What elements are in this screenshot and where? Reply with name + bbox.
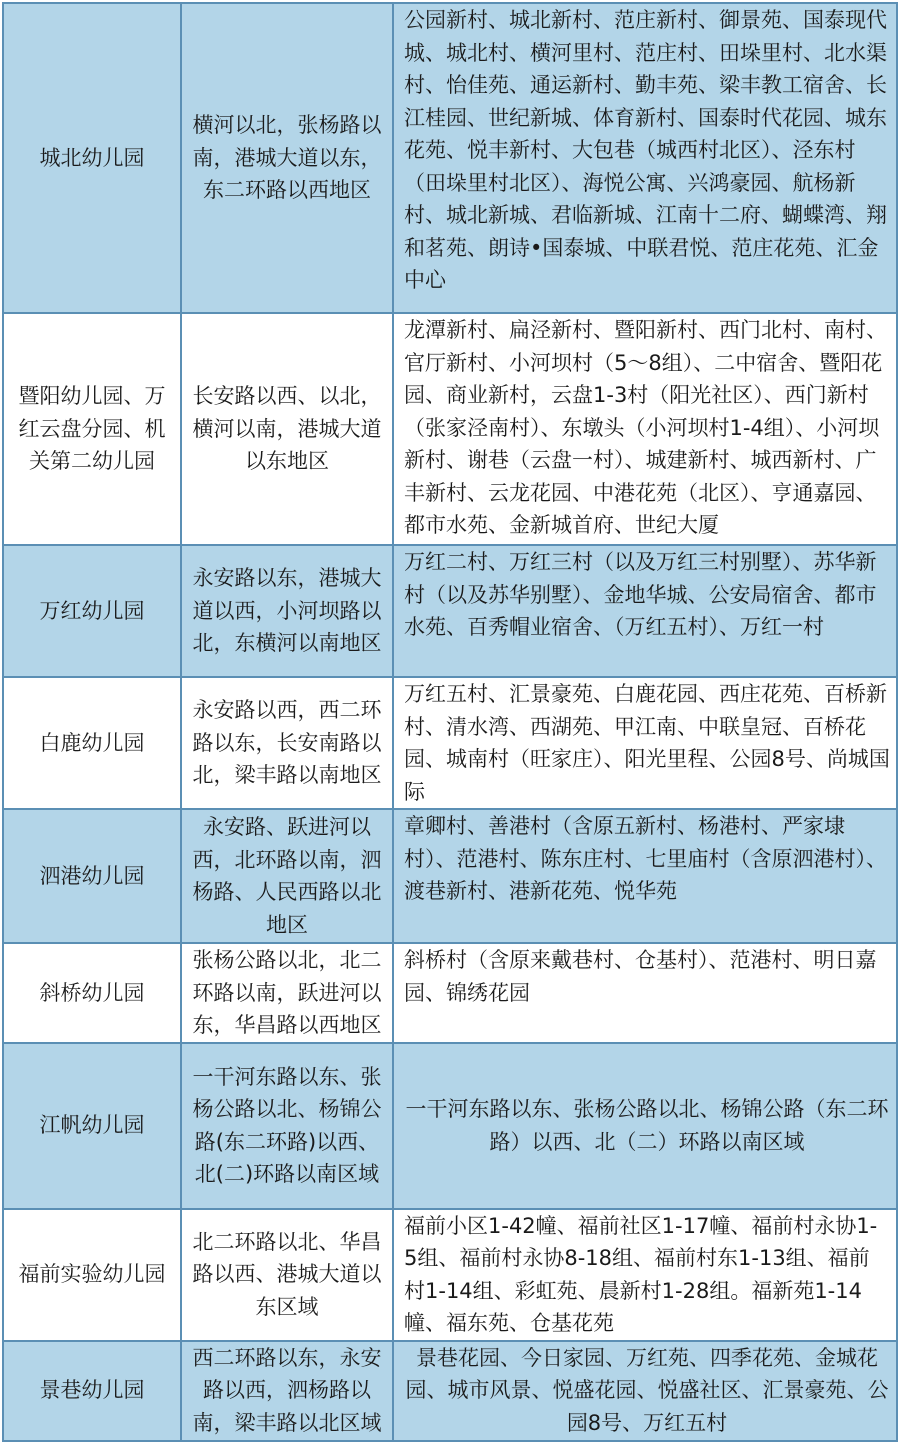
residential-areas: 万红五村、汇景豪苑、白鹿花园、西庄花苑、百桥新村、清水湾、西湖苑、甲江南、中联皇冠、百桥花园、城南村（旺家庄）、阳光里程、公园8号、尚城国际	[393, 677, 897, 809]
table-row	[3, 943, 897, 1043]
kindergarten-name: 斜桥幼儿园	[3, 943, 181, 1043]
residential-areas: 斜桥村（含原来戴巷村、仓基村）、范港村、明日嘉园、锦绣花园	[393, 943, 897, 1043]
zone-boundary: 北二环路以北、华昌路以西、港城大道以东区域	[181, 1209, 393, 1341]
zone-boundary: 永安路、跃进河以西，北环路以南，泗杨路、人民西路以北地区	[181, 809, 393, 943]
residential-areas: 龙潭新村、扁泾新村、暨阳新村、西门北村、南村、官厅新村、小河坝村（5～8组）、二中宿舍、暨阳花园、商业新村，云盘1-3村（阳光社区）、西门新村（张家泾南村）、东墩头（小河坝村1-4组）、小河坝新村、谢巷（云盘一村）、城建新村、城西新村、广丰新村、云龙花园、中港花苑（北区）、亨通嘉园、都市水苑、金新城首府、世纪大厦	[393, 313, 897, 545]
kindergarten-name: 泗港幼儿园	[3, 809, 181, 943]
zone-boundary: 西二环路以东，永安路以西，泗杨路以南，梁丰路以北区域	[181, 1341, 393, 1441]
kindergarten-name: 万红幼儿园	[3, 545, 181, 677]
zone-boundary: 永安路以东，港城大道以西，小河坝路以北，东横河以南地区	[181, 545, 393, 677]
kindergarten-name: 白鹿幼儿园	[3, 677, 181, 809]
kindergarten-name: 福前实验幼儿园	[3, 1209, 181, 1341]
residential-areas: 公园新村、城北新村、范庄新村、御景苑、国泰现代城、城北村、横河里村、范庄村、田垛里村、北水渠村、怡佳苑、通运新村、勤丰苑、梁丰教工宿舍、长江桂园、世纪新城、体育新村、国泰时代花园、城东花苑、悦丰新村、大包巷（城西村北区）、泾东村（田垛里村北区）、海悦公寓、兴鸿豪园、航杨新村、城北新城、君临新城、江南十二府、蝴蝶湾、翔和茗苑、朗诗•国泰城、中联君悦、范庄花苑、汇金中心	[393, 3, 897, 313]
residential-areas: 一干河东路以东、张杨公路以北、杨锦公路（东二环路）以西、北（二）环路以南区域	[393, 1043, 897, 1209]
zone-boundary: 一干河东路以东、张杨公路以北、杨锦公路(东二环路)以西、北(二)环路以南区域	[181, 1043, 393, 1209]
enrollment-zone-table	[2, 2, 898, 1442]
residential-areas: 景巷花园、今日家园、万红苑、四季花苑、金城花园、城市风景、悦盛花园、悦盛社区、汇景豪苑、公园8号、万红五村	[393, 1341, 897, 1441]
residential-areas: 福前小区1-42幢、福前社区1-17幢、福前村永协1-5组、福前村永协8-18组、福前村东1-13组、福前村1-14组、彩虹苑、晨新村1-28组。福新苑1-14幢、福东苑、仓基花苑	[393, 1209, 897, 1341]
kindergarten-name: 城北幼儿园	[3, 3, 181, 313]
table-row	[3, 3, 897, 313]
zone-boundary: 长安路以西、以北，横河以南，港城大道以东地区	[181, 313, 393, 545]
table-row	[3, 545, 897, 677]
zone-boundary: 横河以北，张杨路以南，港城大道以东，东二环路以西地区	[181, 3, 393, 313]
kindergarten-name: 江帆幼儿园	[3, 1043, 181, 1209]
residential-areas: 章卿村、善港村（含原五新村、杨港村、严家埭村）、范港村、陈东庄村、七里庙村（含原泗港村）、渡巷新村、港新花苑、悦华苑	[393, 809, 897, 943]
kindergarten-name: 景巷幼儿园	[3, 1341, 181, 1441]
zone-boundary: 张杨公路以北，北二环路以南，跃进河以东，华昌路以西地区	[181, 943, 393, 1043]
table-row	[3, 809, 897, 943]
residential-areas: 万红二村、万红三村（以及万红三村别墅）、苏华新村（以及苏华别墅）、金地华城、公安局宿舍、都市水苑、百秀帽业宿舍、（万红五村）、万红一村	[393, 545, 897, 677]
zone-boundary: 永安路以西，西二环路以东，长安南路以北，梁丰路以南地区	[181, 677, 393, 809]
kindergarten-name: 暨阳幼儿园、万红云盘分园、机关第二幼儿园	[3, 313, 181, 545]
table-row	[3, 677, 897, 809]
table-row	[3, 1043, 897, 1209]
table-row	[3, 313, 897, 545]
table-row	[3, 1209, 897, 1341]
table-row	[3, 1341, 897, 1441]
